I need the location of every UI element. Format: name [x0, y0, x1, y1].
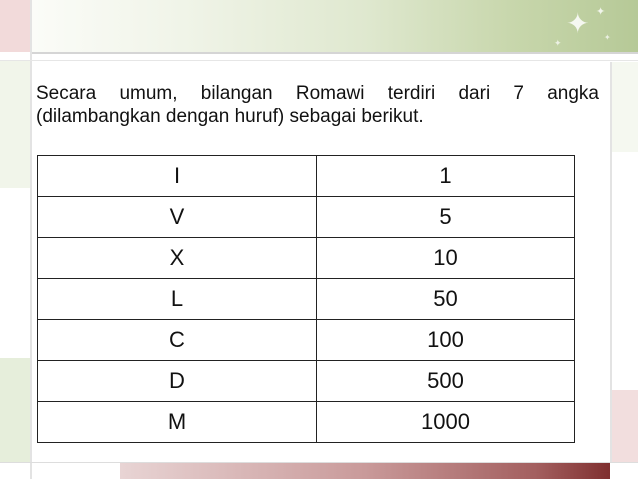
- roman-numerals-table: [37, 155, 575, 443]
- numeral-value: 1000: [317, 402, 575, 443]
- decor-block: [612, 390, 638, 463]
- table-row: [38, 279, 575, 320]
- numeral-value: 10: [317, 238, 575, 279]
- table-row: [38, 197, 575, 238]
- table-row: [38, 402, 575, 443]
- header-band: [32, 0, 638, 52]
- numeral-value: 100: [317, 320, 575, 361]
- divider: [32, 52, 638, 54]
- decor-block: [0, 358, 30, 463]
- numeral-symbol: M: [38, 402, 317, 443]
- numeral-value: 1: [317, 156, 575, 197]
- numeral-symbol: X: [38, 238, 317, 279]
- sparkle-icon: ✦: [554, 39, 562, 49]
- numeral-value: 5: [317, 197, 575, 238]
- decor-block: [612, 62, 638, 152]
- left-decor-strip: [0, 0, 30, 479]
- decor-block: [0, 0, 30, 52]
- right-decor-strip: [612, 62, 638, 463]
- numeral-symbol: D: [38, 361, 317, 402]
- table-row: [38, 238, 575, 279]
- table-row: [38, 361, 575, 402]
- sparkle-icon: ✦: [604, 33, 611, 42]
- decor-block: [0, 60, 30, 188]
- numeral-value: 500: [317, 361, 575, 402]
- numeral-symbol: I: [38, 156, 317, 197]
- numeral-symbol: L: [38, 279, 317, 320]
- table-row: [38, 320, 575, 361]
- decor-block: [0, 52, 30, 60]
- decor-block: [0, 188, 30, 358]
- numeral-value: 50: [317, 279, 575, 320]
- footer-band: [120, 463, 610, 479]
- numeral-symbol: C: [38, 320, 317, 361]
- numeral-symbol: V: [38, 197, 317, 238]
- table-row: [38, 156, 575, 197]
- divider: [30, 0, 32, 479]
- divider: [0, 60, 638, 61]
- decor-block: [0, 463, 30, 479]
- intro-paragraph: Secara umum, bilangan Romawi terdiri dari 7 angka (dilambangkan dengan huruf) sebagai berikut.: [36, 83, 599, 127]
- sparkle-icon: ✦: [596, 5, 606, 18]
- sparkle-icon: ✦: [566, 7, 590, 40]
